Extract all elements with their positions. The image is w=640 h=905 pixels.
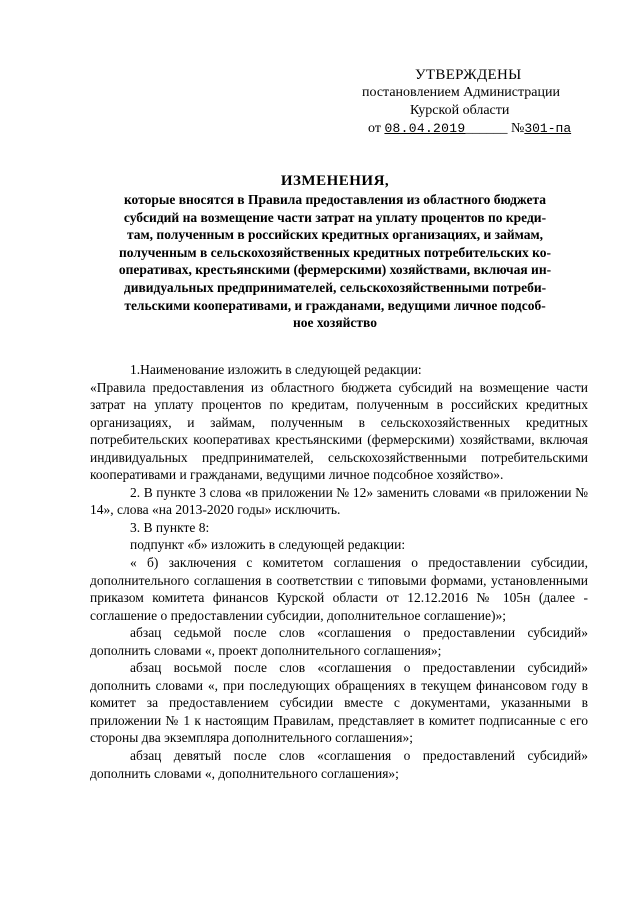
paragraph-1: 1.Наименование изложить в следующей редакции: xyxy=(130,362,422,377)
title-line: субсидий на возмещение части затрат на уплату процентов по креди- xyxy=(123,209,547,225)
paragraph-5: подпункт «б» изложить в следующей редакции: xyxy=(130,537,406,553)
document-title xyxy=(85,172,585,332)
title-line: там, полученным в российских кредитных организациях, и займам, xyxy=(126,227,544,243)
title-heading: ИЗМЕНЕНИЯ, xyxy=(280,173,390,189)
title-line: которые вносятся в Правила предоставления из областного бюджета xyxy=(123,192,547,207)
approved-label: УТВЕРЖДЕНЫ xyxy=(415,67,522,83)
document-body xyxy=(90,361,588,782)
paragraph-9: абзац девятый после слов «соглашения о предоставлений субсидий» дополнить словами «, дополнительного соглашения»; xyxy=(90,748,588,781)
approval-stamp xyxy=(362,66,592,138)
paragraph-2: «Правила предоставления из областного бюджета субсидий на возмещение части затрат на уплату процентов по кредитам, полученным в российских кредитных организациях, и займам, полученным в сельскохозяйственных кредитных потребительских кооперативах крестьянскими (фермерскими) хозяйствами, включая индивидуальных предпринимателей, сельскохозяйственными потребительскими кооперативами и гражданами, ведущими личное подсобное хозяйство». xyxy=(90,379,588,483)
title-line: оперативах, крестьянскими (фермерскими) хозяйствами, включая ин- xyxy=(118,262,552,278)
paragraph-6: « б) заключения с комитетом соглашения о предоставлении субсидии, дополнительного соглашения в соответствии с типовыми формами, установленными приказом комитета финансов Курской области от 12.12.2016 № 105н (далее - соглашение о предоставлении субсидии, дополнительное соглашение)»; xyxy=(90,555,588,623)
approval-number: 301-па xyxy=(524,121,572,136)
paragraph-8: абзац восьмой после слов «соглашения о предоставлении субсидий» дополнить словами «, при последующих обращениях в текущем финансовом году в комитет за предоставлением субсидии вместе с документами, указанными в приложении № 1 к настоящим Правилам, представляет в комитет подписанные с его стороны два экземпляра дополнительного соглашения»; xyxy=(90,660,588,746)
title-line: полученным в сельскохозяйственных кредитных потребительских ко- xyxy=(119,244,551,260)
paragraph-3: 2. В пункте 3 слова «в приложении № 12» заменить словами «в приложении № 14», слова «на 2013-2020 годы» исключить. xyxy=(90,484,588,518)
title-line: дивидуальных предпринимателей, сельскохозяйственными потреби- xyxy=(123,279,547,295)
date-gap: ______ xyxy=(465,121,508,136)
paragraph-7: абзац седьмой после слов «соглашения о предоставлении субсидий» дополнить словами «, проект дополнительного соглашения»; xyxy=(90,625,588,658)
approval-date: 08.04.2019 xyxy=(384,121,466,136)
approval-authority: постановлением Администрации xyxy=(362,85,560,100)
approval-date-row xyxy=(362,120,592,138)
title-line: ное хозяйство xyxy=(293,315,377,331)
date-prefix: от xyxy=(368,121,381,136)
approval-region: Курской области xyxy=(410,103,510,118)
title-line: тельскими кооперативами, и гражданами, ведущими личное подсоб- xyxy=(124,297,546,313)
number-prefix: № xyxy=(510,121,525,136)
paragraph-4: 3. В пункте 8: xyxy=(130,519,210,535)
